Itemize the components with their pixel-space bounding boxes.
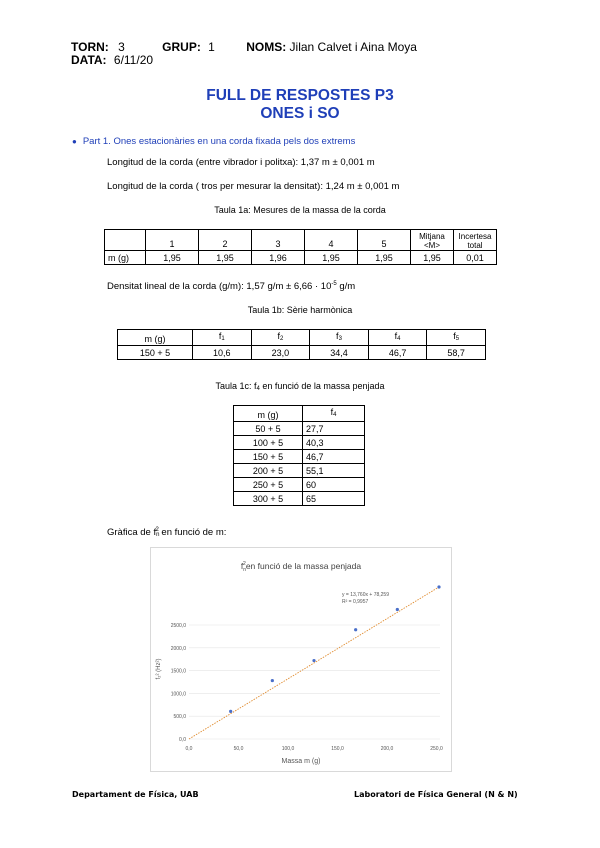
table-cell: 1,95 bbox=[411, 251, 454, 265]
torn-label: TORN: bbox=[71, 40, 109, 54]
y-axis-label: f₂² (Hz²) bbox=[156, 658, 162, 680]
header-line-1 bbox=[71, 40, 417, 54]
table-header-cell: Mitjana <M> bbox=[411, 230, 454, 251]
table-header-cell: f3 bbox=[310, 330, 369, 346]
table-row: 100 + 5 40,3 bbox=[234, 436, 365, 450]
data-point bbox=[271, 679, 274, 682]
data-point bbox=[229, 710, 232, 713]
trendline-equation: y = 13,760x + 78,259 bbox=[342, 592, 389, 598]
table-cell: 1,95 bbox=[199, 251, 252, 265]
table-header-cell: f5 bbox=[427, 330, 486, 346]
table-header-cell: 4 bbox=[305, 230, 358, 251]
x-tick-label: 0,0 bbox=[185, 746, 193, 752]
table-header-cell: 1 bbox=[146, 230, 199, 251]
table-row: 300 + 5 65 bbox=[234, 492, 365, 506]
table-row-label: m (g) bbox=[105, 251, 146, 265]
data-point bbox=[396, 608, 399, 611]
data-point bbox=[312, 659, 315, 662]
taula1b bbox=[117, 329, 486, 360]
taula1c-caption: Taula 1c: f4 en funció de la massa penjada bbox=[215, 381, 385, 392]
y-tick-label: 1500,0 bbox=[170, 668, 186, 675]
footer-right: Laboratori de Física General (N & N) bbox=[354, 790, 518, 799]
data-value: 6/11/20 bbox=[113, 53, 154, 67]
page-title: FULL DE RESPOSTES P3 bbox=[206, 87, 394, 104]
header-line-2 bbox=[71, 53, 153, 67]
x-tick-label: 200,0 bbox=[380, 746, 394, 752]
noms-label: NOMS: bbox=[246, 40, 287, 54]
table-cell: 10,6 bbox=[193, 346, 252, 360]
table-row: 200 + 5 55,1 bbox=[234, 464, 365, 478]
table-header-cell: m (g) bbox=[118, 330, 193, 346]
table-header-cell bbox=[105, 230, 146, 251]
x-tick-label: 150,0 bbox=[331, 746, 344, 752]
table-header-cell: f2 bbox=[251, 330, 310, 346]
table-cell: 150 + 5 bbox=[118, 346, 193, 360]
x-tick-label: 50,0 bbox=[233, 746, 244, 752]
data-label: DATA: bbox=[71, 53, 107, 67]
noms-value: Jilan Calvet i Aina Moya bbox=[289, 40, 417, 54]
densitat-exponent: -5 bbox=[331, 281, 337, 287]
table-row bbox=[105, 251, 497, 265]
table-header-row bbox=[118, 330, 486, 346]
x-tick-label: 100,0 bbox=[281, 746, 295, 752]
data-point bbox=[354, 628, 357, 631]
longitud-entre-vibrador: Longitud de la corda (entre vibrador i politxa): 1,37 m ± 0,001 m bbox=[107, 157, 375, 168]
x-axis-label: Massa m (g) bbox=[281, 758, 321, 765]
chart-title: $f_n2en$ funció de la massa penjada bbox=[240, 561, 362, 573]
chart bbox=[150, 547, 452, 772]
table-header-cell: f1 bbox=[193, 330, 252, 346]
table-cell: 46,7 bbox=[368, 346, 427, 360]
table-header-cell: 2 bbox=[199, 230, 252, 251]
table-row: 250 + 5 60 bbox=[234, 478, 365, 492]
footer-left: Departament de Física, UAB bbox=[72, 790, 199, 799]
x-tick-label: 250,0 bbox=[430, 746, 443, 752]
r-squared: R² = 0,9957 bbox=[342, 599, 369, 605]
table-cell: 1,95 bbox=[146, 251, 199, 265]
taula1a bbox=[104, 229, 497, 265]
longitud-densitat: Longitud de la corda ( tros per mesurar la densitat): 1,24 m ± 0,001 m bbox=[107, 181, 400, 192]
table-header-row bbox=[234, 406, 365, 422]
table-header-cell: Incertesa total bbox=[454, 230, 497, 251]
table-cell: 34,4 bbox=[310, 346, 369, 360]
table-cell: 1,95 bbox=[358, 251, 411, 265]
torn-value: 3 bbox=[118, 40, 125, 54]
table-row bbox=[118, 346, 486, 360]
table-header-cell: 3 bbox=[252, 230, 305, 251]
densitat-lineal bbox=[107, 281, 355, 292]
densitat-unit: g/m bbox=[336, 281, 356, 292]
y-tick-label: 500,0 bbox=[173, 714, 186, 721]
table-row: 150 + 5 46,7 bbox=[234, 450, 365, 464]
part1-heading bbox=[72, 136, 355, 147]
grup-label: GRUP: bbox=[162, 40, 201, 54]
table-cell: 58,7 bbox=[427, 346, 486, 360]
y-tick-label: 2000,0 bbox=[170, 645, 186, 652]
y-tick-label: 0,0 bbox=[179, 737, 186, 743]
table-header-cell: f4 bbox=[368, 330, 427, 346]
taula1a-caption: Taula 1a: Mesures de la massa de la corda bbox=[214, 205, 386, 215]
taula1c bbox=[233, 405, 365, 506]
table-cell: 0,01 bbox=[454, 251, 497, 265]
densitat-text: Densitat lineal de la corda (g/m): 1,57 g/m ± 6,66 · 10 bbox=[107, 281, 332, 292]
y-tick-label: 2500,0 bbox=[170, 623, 186, 629]
table-row: 50 + 5 27,7 bbox=[234, 422, 365, 436]
part1-heading-text: Part 1. Ones estacionàries en una corda fixada pels dos extrems bbox=[82, 136, 356, 147]
bullet-icon: ● bbox=[72, 137, 77, 146]
table-cell: 1,95 bbox=[305, 251, 358, 265]
table-header-cell: m (g) bbox=[234, 406, 303, 422]
table-header-cell: 5 bbox=[358, 230, 411, 251]
taula1b-caption: Taula 1b: Sèrie harmònica bbox=[247, 305, 353, 315]
table-cell: 1,96 bbox=[252, 251, 305, 265]
table-header-cell: f4 bbox=[303, 406, 365, 422]
chart-frame bbox=[151, 548, 452, 772]
table-cell: 23,0 bbox=[251, 346, 310, 360]
page-subtitle: ONES i SO bbox=[260, 105, 340, 122]
grafica-label: Gràfica de $fn^2$ en funció de m: bbox=[107, 527, 227, 538]
y-tick-label: 1000,0 bbox=[170, 691, 186, 698]
data-point bbox=[437, 585, 440, 588]
grup-value: 1 bbox=[208, 40, 215, 54]
table-header-row bbox=[105, 230, 497, 251]
